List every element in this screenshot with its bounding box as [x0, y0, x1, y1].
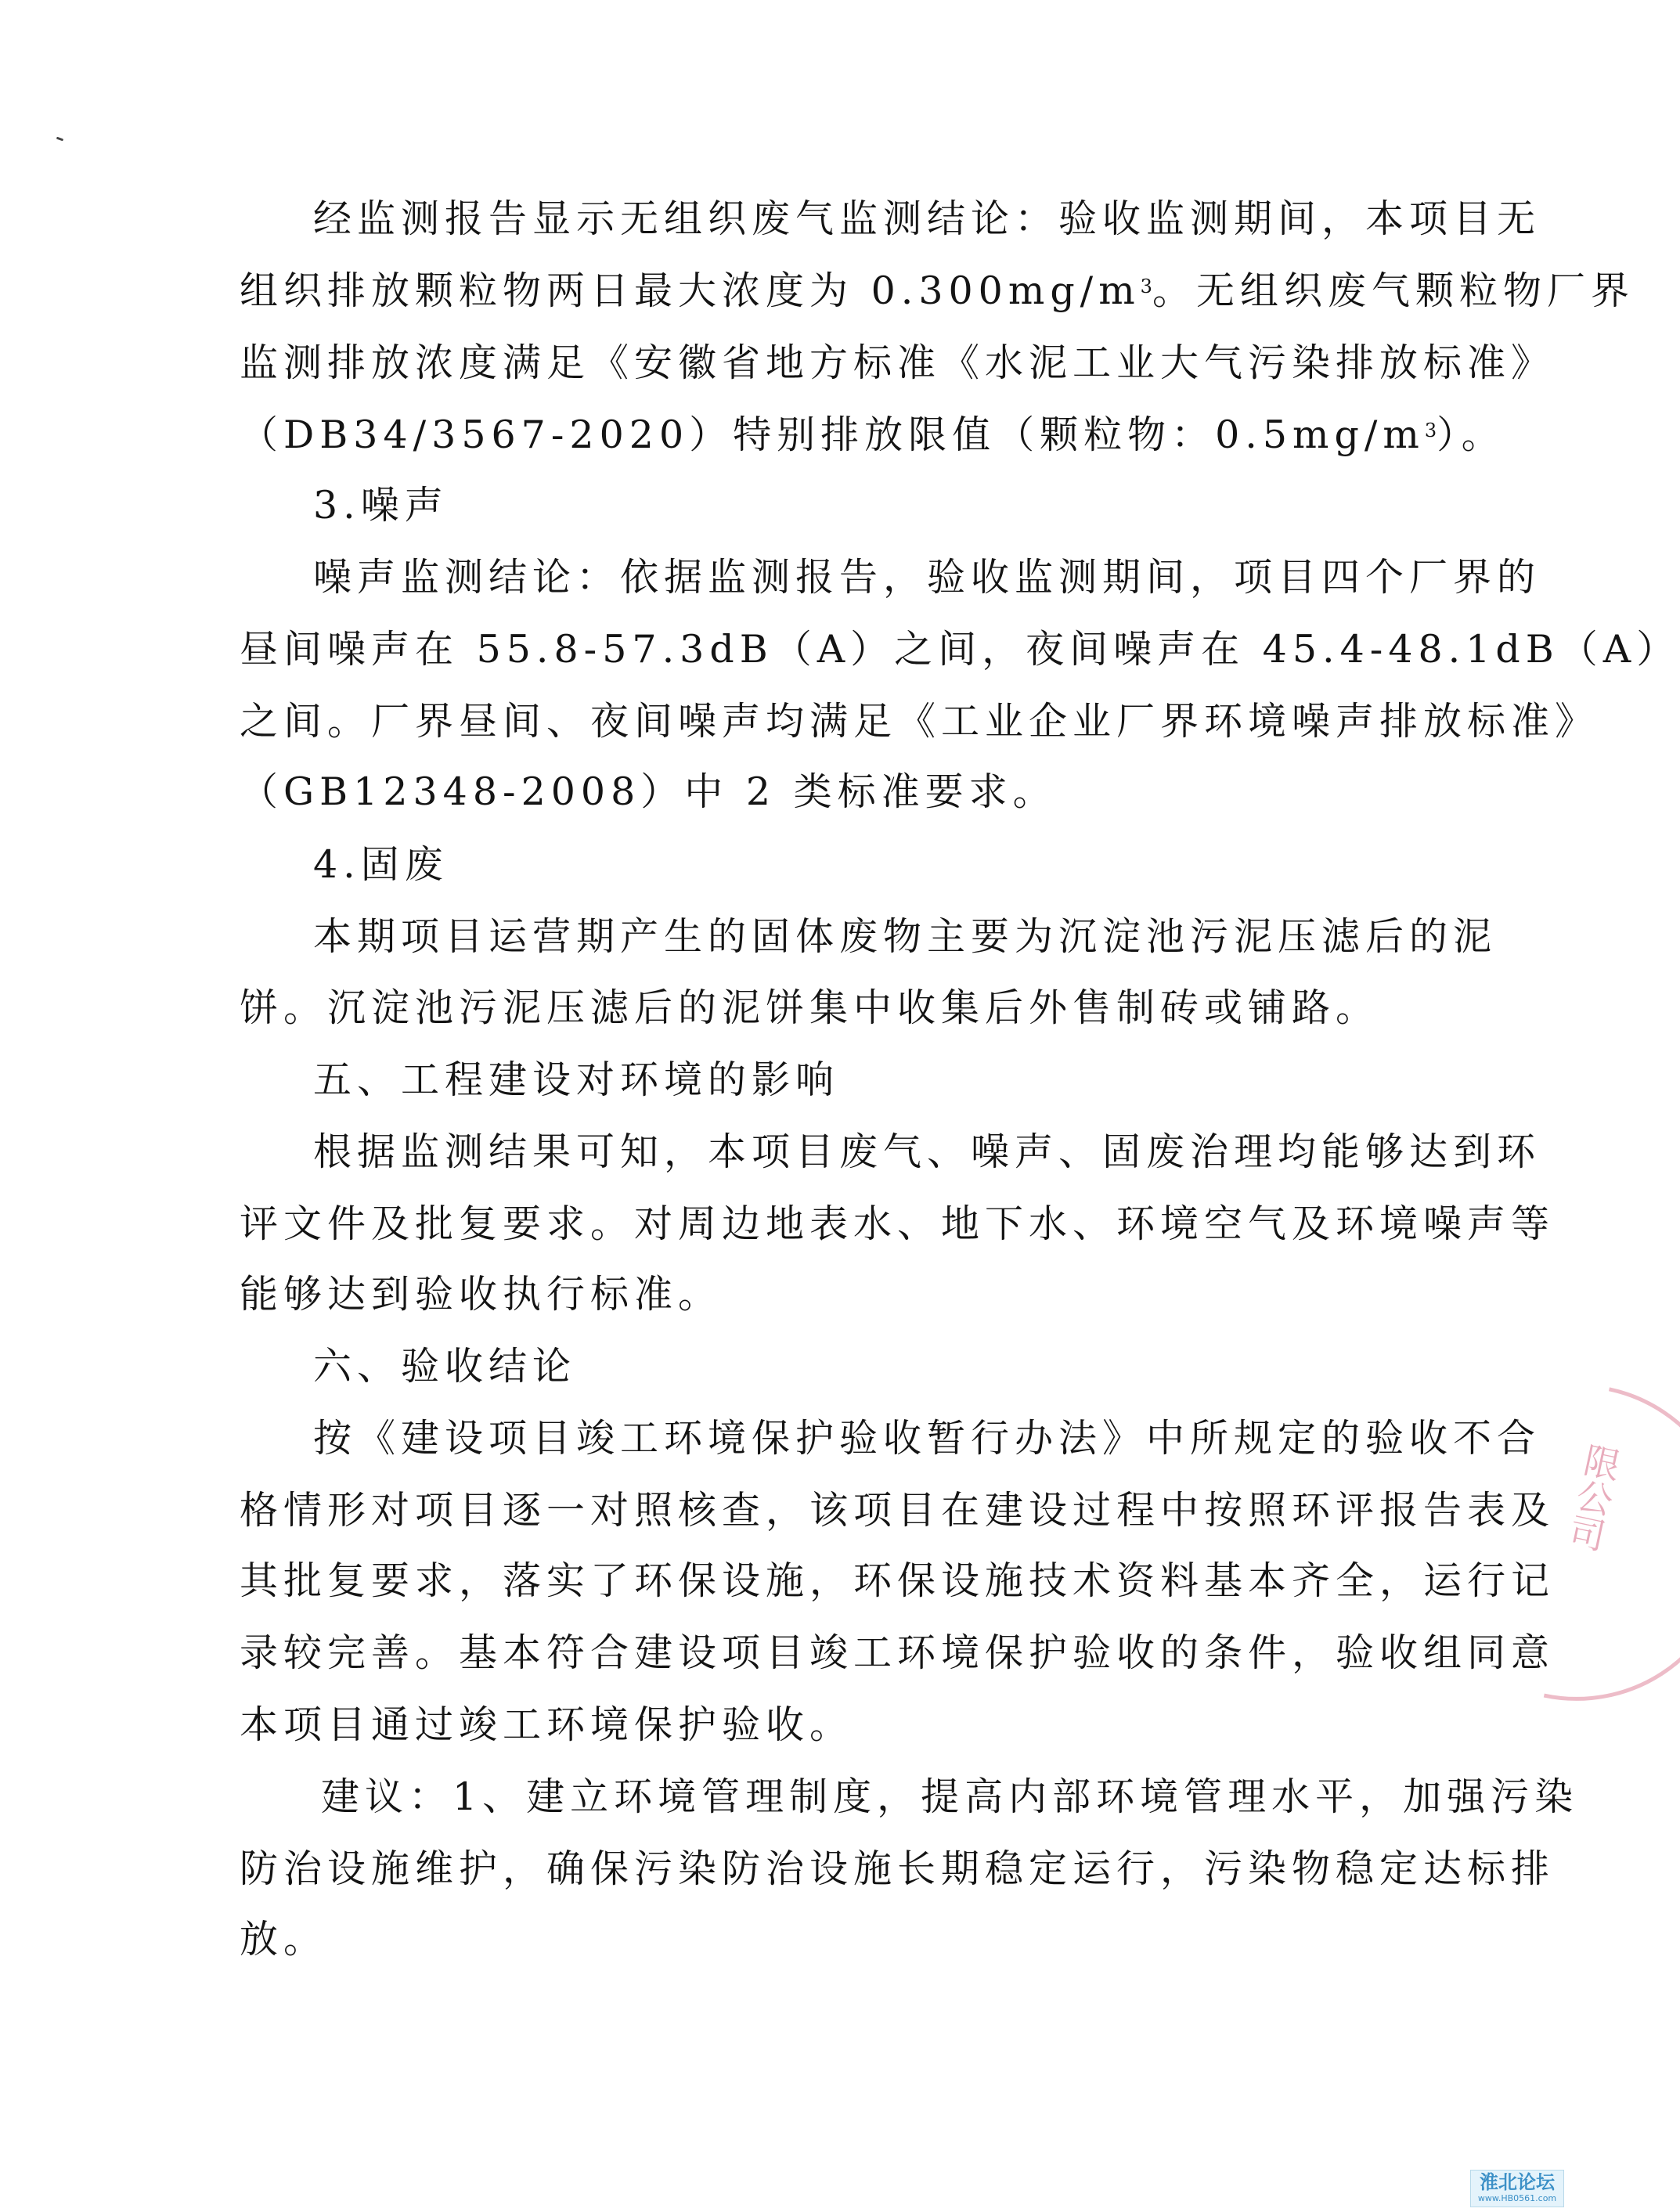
section-heading: 五、工程建设对环境的影响 — [313, 1057, 840, 1102]
text-line: （GB12348-2008）中 2 类标准要求。 — [240, 769, 1057, 814]
text-segment: 。无组织废气颗粒物厂界 — [1152, 268, 1635, 313]
text-line: 按《建设项目竣工环境保护验收暂行办法》中所规定的验收不合 — [313, 1416, 1541, 1461]
section-heading: 3.噪声 — [313, 483, 449, 528]
text-line: 本期项目运营期产生的固体废物主要为沉淀池污泥压滤后的泥 — [313, 914, 1498, 959]
text-line: 能够达到验收执行标准。 — [240, 1272, 723, 1317]
superscript: 3 — [1140, 276, 1152, 297]
official-seal — [1465, 1394, 1625, 1674]
watermark-title: 淮北论坛 — [1480, 2171, 1555, 2193]
text-segment: （DB34/3567-2020）特别排放限值（颗粒物：0.5mg/m — [240, 412, 1425, 457]
scan-speck — [56, 137, 63, 142]
text-line: 根据监测结果可知，本项目废气、噪声、固废治理均能够达到环 — [313, 1129, 1541, 1174]
text-line: 经监测报告显示无组织废气监测结论：验收监测期间，本项目无 — [313, 196, 1541, 241]
superscript: 3 — [1424, 420, 1437, 441]
text-line: 之间。厂界昼间、夜间噪声均满足《工业企业厂界环境噪声排放标准》 — [240, 699, 1599, 744]
text-line: 昼间噪声在 55.8-57.3dB（A）之间，夜间噪声在 45.4-48.1dB（A） — [240, 627, 1680, 672]
text-line: 其批复要求，落实了环保设施，环保设施技术资料基本齐全，运行记 — [240, 1558, 1556, 1603]
text-line: 格情形对项目逐一对照核查，该项目在建设过程中按照环评报告表及 — [240, 1488, 1556, 1533]
text-line: 防治设施维护，确保污染防治设施长期稳定运行，污染物稳定达标排 — [240, 1846, 1556, 1891]
text-line: 评文件及批复要求。对周边地表水、地下水、环境空气及环境噪声等 — [240, 1201, 1556, 1246]
text-line: 建议：1、建立环境管理制度，提高内部环境管理水平，加强污染 — [321, 1774, 1579, 1819]
text-line: 录较完善。基本符合建设项目竣工环境保护验收的条件，验收组同意 — [240, 1630, 1556, 1675]
watermark-url: www.HB0561.com — [1477, 2193, 1557, 2203]
text-line — [240, 268, 1635, 315]
text-line: 放。 — [240, 1917, 328, 1962]
text-line: 噪声监测结论：依据监测报告，验收监测期间，项目四个厂界的 — [313, 555, 1541, 600]
section-heading: 4.固废 — [313, 842, 449, 887]
text-segment: ）。 — [1437, 412, 1505, 457]
text-line: 饼。沉淀池污泥压滤后的泥饼集中收集后外售制砖或铺路。 — [240, 985, 1380, 1030]
text-line: 监测排放浓度满足《安徽省地方标准《水泥工业大气污染排放标准》 — [240, 340, 1556, 385]
text-line: 本项目通过竣工环境保护验收。 — [240, 1702, 854, 1747]
section-heading: 六、验收结论 — [313, 1344, 577, 1389]
site-watermark — [1470, 2170, 1564, 2207]
text-line — [240, 412, 1505, 459]
text-segment: 组织排放颗粒物两日最大浓度为 0.300mg/m — [240, 268, 1141, 313]
seal-text: 限公司 — [1560, 1439, 1625, 1555]
